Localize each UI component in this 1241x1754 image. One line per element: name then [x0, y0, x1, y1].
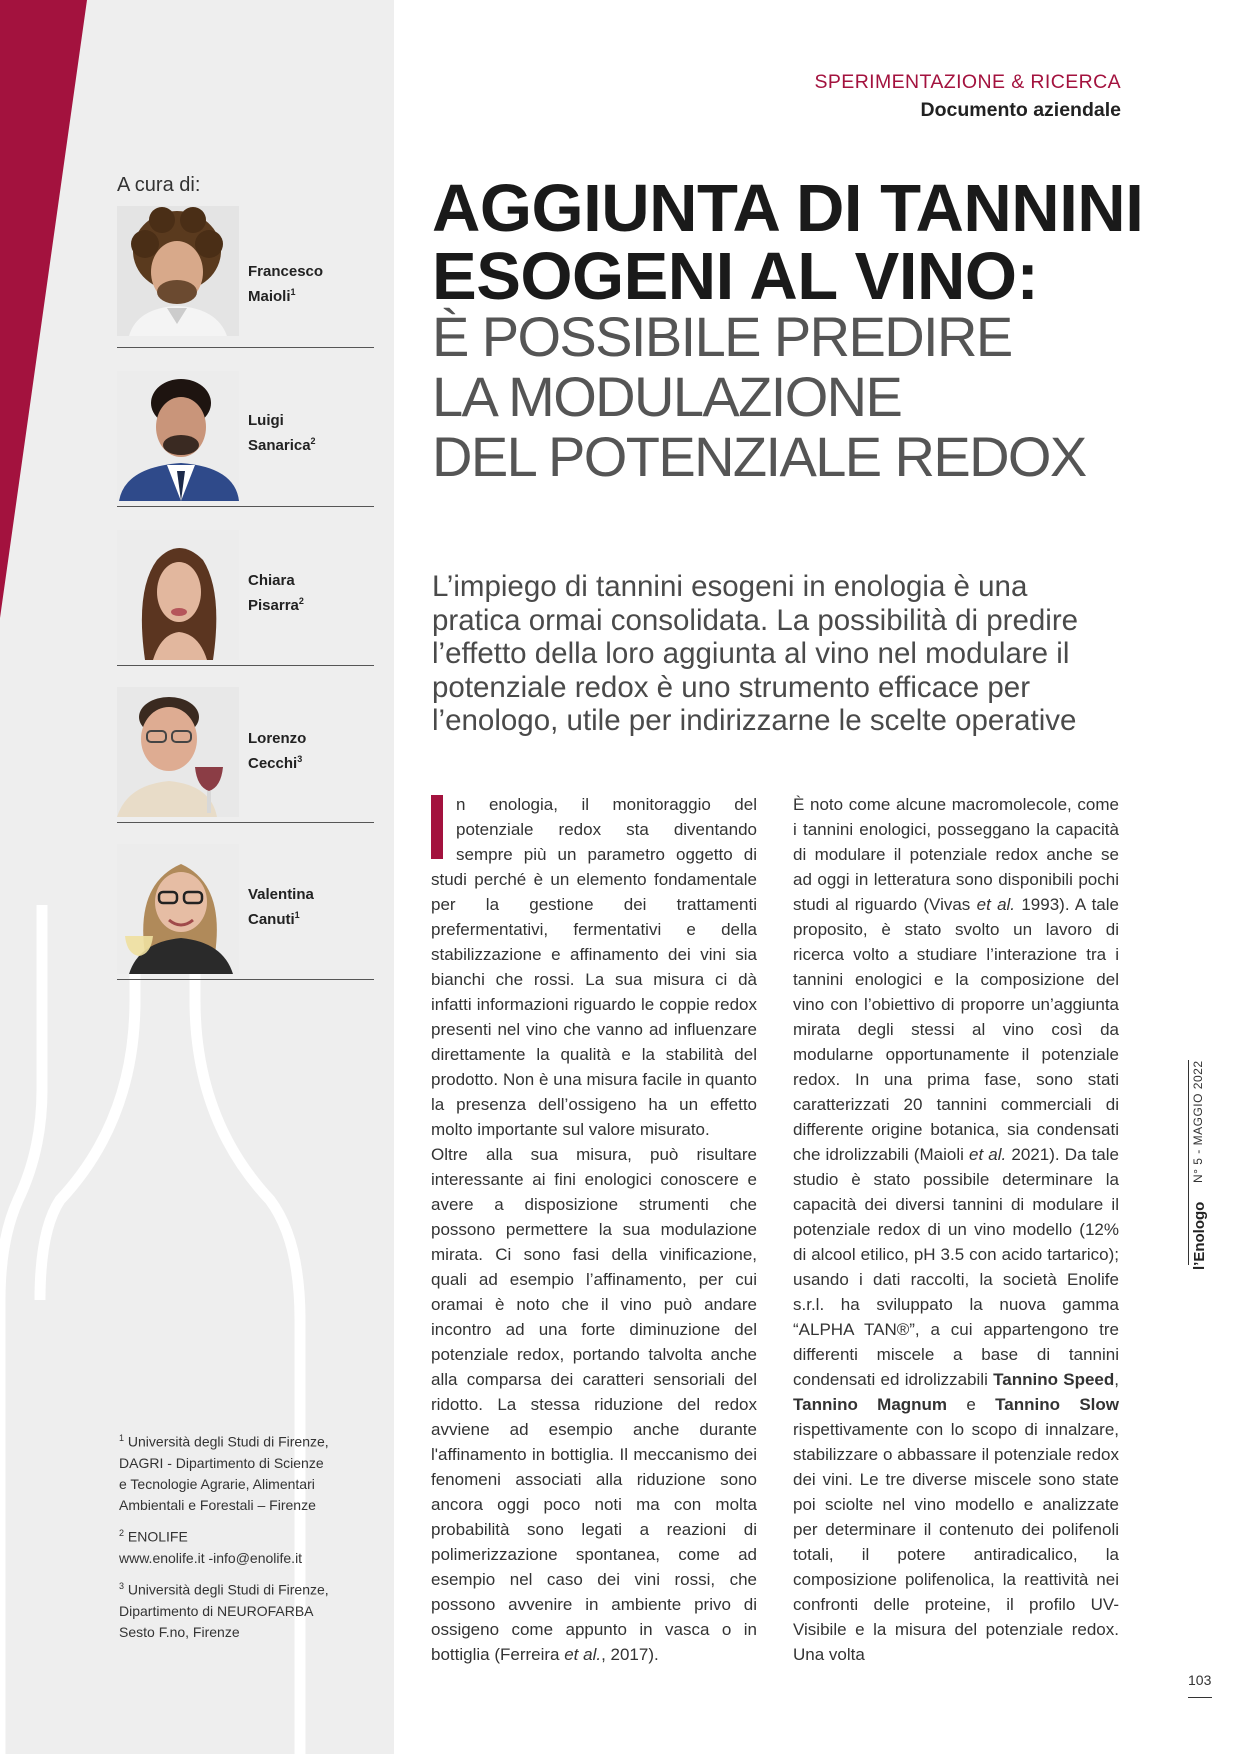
issue-label: N° 5 - MAGGIO 2022	[1191, 1060, 1205, 1183]
affiliation: $^1$ Università degli Studi di Firenze, DAGRI - Dipartimento di Scienze e Tecnologie Agrarie, Alimentari Ambientali e Forestali – Firenze	[119, 1433, 329, 1513]
title-line: AGGIUNTA DI TANNINI	[432, 171, 1144, 246]
author-name: Chiara Pisarra$^2$	[248, 572, 304, 614]
document-type: Documento aziendale	[920, 99, 1121, 121]
article-title	[432, 171, 1144, 314]
article-subtitle	[432, 307, 1086, 487]
title-line: ESOGENI AL VINO:	[432, 239, 1039, 314]
subtitle-line: È POSSIBILE PREDIRE	[432, 305, 1012, 368]
affiliation: $^2$ ENOLIFE www.enolife.it -info@enolife.it	[119, 1528, 303, 1566]
paragraph: n enologia, il monitoraggio del potenziale redox sta diventando sempre più un parametro oggetto di studi perché è un elemento fondamentale per la gestione dei trattamenti prefermentativi, fermentativi e della stabilizzazione e affinamento dei vini sia bianchi che rossi. La sua misura ci dà infatti informazioni riguardo le coppie redox presenti nel vino che vanno ad influenzare direttamente la qualità e la stabilità del prodotto. Non è una misura facile in quanto la presenza dell’ossigeno ha un effetto molto importante sul valore misurato.	[431, 795, 757, 1139]
author-photo	[117, 371, 239, 501]
paragraph: È noto come alcune macromolecole, come i tannini enologici, posseggano la capacità di modulare il potenziale redox anche se ad oggi in letteratura sono disponibili pochi studi al riguardo (Vivas et al. 1993). A tale proposito, è stato svolto un lavoro di ricerca volto a studiare l’interazione tra i tannini enologici e la composizione del vino con l’obiettivo di proporre un’aggiunta mirata degli stessi al vino così da modularne opportunamente il potenziale redox. In una prima fase, sono stati caratterizzati 20 tannini commerciali di differente origine botanica, sia condensati che idrolizzabili (Maioli et al. 2021). Da tale studio è stato possibile determinare la capacità dei diversi tannini di modulare il potenziale redox di un vino modello (12% di alcool etilico, pH 3.5 con acido tartarico); usando i dati raccolti, la società Enolife s.r.l. ha sviluppato la nuova gamma “ALPHA TAN®”, a cui appartengono tre differenti miscele a base di tannini condensati ed idrolizzabili Tannino Speed, Tannino Magnum e Tannino Slow rispettivamente con lo scopo di innalzare, stabilizzare o abbassare il potenziale redox dei vini. Le tre diverse miscele sono state poi sciolte nel vino modello e analizzate per determinare il contenuto dei polifenoli totali, il potere antiradicalico, la composizione polifenolica, la reattività nei confronti delle proteine, il profilo UV-Visibile e la misura del potenziale redox. Una volta	[793, 795, 1119, 1664]
author-name: Valentina Canuti$^1$	[248, 886, 314, 928]
author-card	[117, 524, 374, 666]
author-card	[117, 365, 374, 507]
author-photo	[117, 844, 239, 974]
author-card	[117, 838, 374, 980]
author-photo	[117, 206, 239, 336]
body-column-2	[793, 792, 1119, 1667]
page-number-rule	[1188, 1697, 1212, 1698]
author-photo	[117, 530, 239, 660]
edited-by-label: A cura di:	[117, 174, 201, 196]
affiliation: $^3$ Università degli Studi di Firenze, Dipartimento di NEUROFARBA Sesto F.no, Firenze	[119, 1581, 329, 1640]
subtitle-line: DEL POTENZIALE REDOX	[432, 425, 1086, 488]
body-column-1	[431, 792, 757, 1667]
paragraph: Oltre alla sua misura, può risultare interessante ai fini enologici conoscere e avere a disposizione strumenti che possono permettere la sua modulazione mirata. Ci sono fasi della vinificazione, quali ad esempio l’affinamento, per cui oramai è noto che il vino può andare incontro ad una forte diminuzione del potenziale redox, portando talvolta anche alla comparsa dei caratteri sensoriali del ridotto. La stessa riduzione del redox avviene ad esempio anche durante l'affinamento in bottiglia. Il meccanismo dei fenomeni associati alla riduzione sono ancora oggi poco noti ma con molta probabilità sono legati a reazioni di polimerizzazione spontanea, come ad esempio nel caso dei vini rossi, che possono avvenire in ambiente privo di ossigeno come appunto in vasca o in bottiglia (Ferreira et al., 2017).	[431, 1145, 757, 1664]
subtitle-line: LA MODULAZIONE	[432, 365, 902, 428]
magazine-name: l’Enologo	[1191, 1201, 1208, 1270]
author-photo	[117, 687, 239, 817]
author-name: Francesco Maioli$^1$	[248, 263, 324, 305]
author-card	[117, 206, 374, 348]
sidebar	[0, 0, 394, 1754]
dropcap	[431, 795, 443, 859]
bottle-outline-left	[0, 905, 42, 1754]
author-card	[117, 681, 374, 823]
crimson-wedge	[0, 0, 87, 618]
author-name: Luigi Sanarica$^2$	[248, 412, 316, 454]
section-kicker: SPERIMENTAZIONE & RICERCA	[814, 71, 1121, 93]
page-number: 103	[1188, 1672, 1212, 1688]
author-name: Lorenzo Cecchi$^3$	[248, 730, 307, 772]
article-lead: L’impiego di tannini esogeni in enologia è una pratica ormai consolidata. La possibilità di predire l’effetto della loro aggiunta al vino nel modulare il potenziale redox è uno strumento efficace per l’enologo, utile per indirizzarne le scelte operative	[432, 570, 1079, 737]
